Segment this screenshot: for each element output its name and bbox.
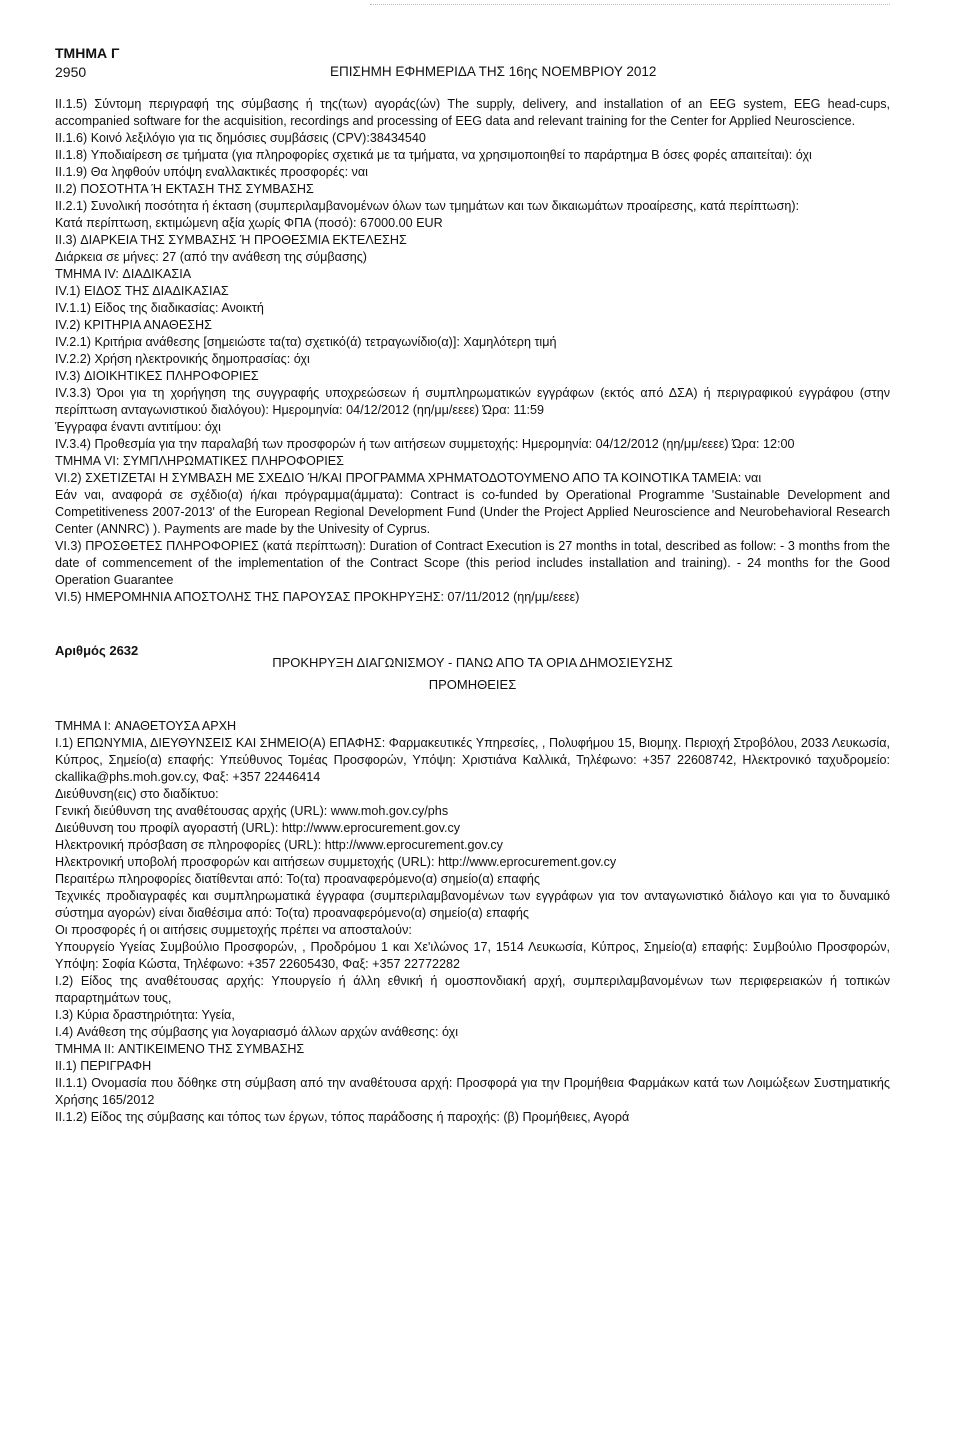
paragraph: Τεχνικές προδιαγραφές και συμπληρωματικά έγγραφα (συμπεριλαμβανομένων των εγγράφων για τον ανταγωνιστικό διάλογο και για το δυναμικό σύστημα αγορών) είναι διαθέσιμα από: Το(τα) προαναφερόμενο(α) σημείο(α) επαφής: [55, 889, 890, 920]
page-number: 2950: [55, 64, 87, 80]
section-heading: ΤΜΗΜΑ IV: ΔΙΑΔΙΚΑΣΙΑ: [55, 267, 192, 281]
paragraph: Γενική διεύθυνση της αναθέτουσας αρχής (URL): www.moh.gov.cy/phs: [55, 804, 449, 818]
paragraph: IV.2) ΚΡΙΤΗΡΙΑ ΑΝΑΘΕΣΗΣ: [55, 318, 212, 332]
notice-number: Αριθμός 2632: [55, 643, 139, 658]
notice-subtitle: ΠΡΟΜΗΘΕΙΕΣ: [428, 677, 517, 692]
top-dotted-rule: [370, 4, 890, 5]
paragraph: I.1) ΕΠΩΝΥΜΙΑ, ΔΙΕΥΘΥΝΣΕΙΣ ΚΑΙ ΣΗΜΕΙΟ(Α) ΕΠΑΦΗΣ: Φαρμακευτικές Υπηρεσίες, , Πολυφήμου 15, Βιομηχ. Περιοχή Στροβόλου, 2033 Λευκωσία, Κύπρος, Σημείο(α) επαφής: Υπεύθυνος Τομέας Προσφορών, Υπόψη: Χριστιάνα Καλλικά, Τηλέφωνο: +357 22608742, Ηλεκτρονικό ταχυδρομείο: ckallika@phs.moh.gov.cy, Φαξ: +357 22446414: [55, 736, 890, 784]
paragraph: Διάρκεια σε μήνες: 27 (από την ανάθεση της σύμβασης): [55, 250, 367, 264]
section-label: ΤΜΗΜΑ Γ: [55, 45, 120, 61]
paragraph: Κατά περίπτωση, εκτιμώμενη αξία χωρίς ΦΠΑ (ποσό): 67000.00 EUR: [55, 216, 443, 230]
paragraph: II.1.5) Σύντομη περιγραφή της σύμβασης ή της(των) αγοράς(ών) The supply, delivery, and installation of an EEG system, EEG head-cups, accompanied software for the acquisition, recordings and processing of EEG data and relevant training for the Center for Applied Neuroscience.: [55, 97, 890, 128]
section-heading: ΤΜΗΜΑ VI: ΣΥΜΠΛΗΡΩΜΑΤΙΚΕΣ ΠΛΗΡΟΦΟΡΙΕΣ: [55, 454, 344, 468]
paragraph: Ηλεκτρονική πρόσβαση σε πληροφορίες (URL): http://www.eprocurement.gov.cy: [55, 838, 503, 852]
paragraph: I.3) Κύρια δραστηριότητα: Υγεία,: [55, 1008, 235, 1022]
paragraph: IV.1.1) Είδος της διαδικασίας: Ανοικτή: [55, 301, 264, 315]
paragraph: IV.3.4) Προθεσμία για την παραλαβή των προσφορών ή των αιτήσεων συμμετοχής: Ημερομηνία: 04/12/2012 (ηη/μμ/εεεε) Ώρα: 12:00: [55, 437, 795, 451]
paragraph: II.1.6) Κοινό λεξιλόγιο για τις δημόσιες συμβάσεις (CPV):38434540: [55, 131, 426, 145]
paragraph: II.1.1) Ονομασία που δόθηκε στη σύμβαση από την αναθέτουσα αρχή: Προσφορά για την Προμήθεια Φαρμάκων κατά των Λοιμώξεων Συστηματικής Χρήσης 165/2012: [55, 1076, 890, 1107]
paragraph: VI.5) ΗΜΕΡΟΜΗΝΙΑ ΑΠΟΣΤΟΛΗΣ ΤΗΣ ΠΑΡΟΥΣΑΣ ΠΡΟΚΗΡΥΞΗΣ: 07/11/2012 (ηη/μμ/εεεε): [55, 590, 580, 604]
paragraph: Εάν ναι, αναφορά σε σχέδιο(α) ή/και πρόγραμμα(άμματα): Contract is co-funded by Operational Programme 'Sustainable Development and Competitiveness 2007-2013' of the European Regional Development Fund (Under the Project Applied Neuroscience and Neurobehavioral Research Center (ANNRC) ). Payments are made by the Univesity of Cyprus.: [55, 488, 890, 536]
section-heading: ΤΜΗΜΑ I: ΑΝΑΘΕΤΟΥΣΑ ΑΡΧΗ: [55, 719, 237, 733]
paragraph: IV.3) ΔΙΟΙΚΗΤΙΚΕΣ ΠΛΗΡΟΦΟΡΙΕΣ: [55, 369, 259, 383]
document-body: [55, 96, 890, 1126]
paragraph: IV.1) ΕΙΔΟΣ ΤΗΣ ΔΙΑΔΙΚΑΣΙΑΣ: [55, 284, 229, 298]
paragraph: II.1.8) Υποδιαίρεση σε τμήματα (για πληροφορίες σχετικά με τα τμήματα, να χρησιμοποιηθεί το παράρτημα Β όσες φορές απαιτείται): όχι: [55, 148, 812, 162]
paragraph: I.2) Είδος της αναθέτουσας αρχής: Υπουργείο ή άλλη εθνική ή ομοσπονδιακή αρχή, συμπεριλαμβανομένων των περιφερειακών ή τοπικών παραρτημάτων τους,: [55, 974, 890, 1005]
paragraph: II.1.2) Είδος της σύμβασης και τόπος των έργων, τόπος παράδοσης ή παροχής: (β) Προμήθειες, Αγορά: [55, 1110, 630, 1124]
paragraph: VI.2) ΣΧΕΤΙΖΕΤΑΙ Η ΣΥΜΒΑΣΗ ΜΕ ΣΧΕΔΙΟ Ή/ΚΑΙ ΠΡΟΓΡΑΜΜΑ ΧΡΗΜΑΤΟΔΟΤΟΥΜΕΝΟ ΑΠΟ ΤΑ ΚΟΙΝΟΤΙΚΑ ΤΑΜΕΙΑ: ναι: [55, 471, 762, 485]
paragraph: II.2) ΠΟΣΟΤΗΤΑ Ή ΕΚΤΑΣΗ ΤΗΣ ΣΥΜΒΑΣΗΣ: [55, 182, 314, 196]
paragraph: IV.2.2) Χρήση ηλεκτρονικής δημοπρασίας: όχι: [55, 352, 310, 366]
paragraph: I.4) Ανάθεση της σύμβασης για λογαριασμό άλλων αρχών ανάθεσης: όχι: [55, 1025, 459, 1039]
paragraph: Διεύθυνση(εις) στο διαδίκτυο:: [55, 787, 219, 801]
notice-header: [55, 642, 890, 676]
paragraph: Ηλεκτρονική υποβολή προσφορών και αιτήσεων συμμετοχής (URL): http://www.eprocurement.gov.cy: [55, 855, 617, 869]
paragraph: II.1.9) Θα ληφθούν υπόψη εναλλακτικές προσφορές: ναι: [55, 165, 368, 179]
paragraph: IV.3.3) Όροι για τη χορήγηση της συγγραφής υποχρεώσεων ή συμπληρωματικών εγγράφων (εκτός από ΔΣΑ) ή περιγραφικού εγγράφου (στην περίπτωση ανταγωνιστικού διαλόγου): Ημερομηνία: 04/12/2012 (ηη/μμ/εεεε) Ώρα: 11:59: [55, 386, 890, 417]
paragraph: Διεύθυνση του προφίλ αγοραστή (URL): http://www.eprocurement.gov.cy: [55, 821, 461, 835]
paragraph: II.1) ΠΕΡΙΓΡΑΦΗ: [55, 1059, 152, 1073]
paragraph: VI.3) ΠΡΟΣΘΕΤΕΣ ΠΛΗΡΟΦΟΡΙΕΣ (κατά περίπτωση): Duration of Contract Execution is 27 months in total, described as follow: - 3 months from the date of commencement of the implementation of the Contract Scope (this period includes installation and training). - 24 months for the Good Operation Guarantee: [55, 539, 890, 587]
paragraph: IV.2.1) Κριτήρια ανάθεσης [σημειώστε τα(τα) σχετικό(ά) τετραγωνίδιο(α)]: Χαμηλότερη τιμή: [55, 335, 557, 349]
paragraph: II.3) ΔΙΑΡΚΕΙΑ ΤΗΣ ΣΥΜΒΑΣΗΣ Ή ΠΡΟΘΕΣΜΙΑ ΕΚΤΕΛΕΣΗΣ: [55, 233, 407, 247]
paragraph: II.2.1) Συνολική ποσότητα ή έκταση (συμπεριλαμβανομένων όλων των τμημάτων και των δικαιωμάτων προαίρεσης, κατά περίπτωση):: [55, 199, 800, 213]
paragraph: Οι προσφορές ή οι αιτήσεις συμμετοχής πρέπει να αποσταλούν:: [55, 923, 412, 937]
journal-title: ΕΠΙΣΗΜΗ ΕΦΗΜΕΡΙΔΑ ΤΗΣ 16ης ΝΟΕΜΒΡΙΟΥ 2012: [330, 64, 657, 79]
section-heading: ΤΜΗΜΑ II: ΑΝΤΙΚΕΙΜΕΝΟ ΤΗΣ ΣΥΜΒΑΣΗΣ: [55, 1042, 305, 1056]
notice-title: ΠΡΟΚΗΡΥΞΗ ΔΙΑΓΩΝΙΣΜΟΥ - ΠΑΝΩ ΑΠΟ ΤΑ ΟΡΙΑ ΔΗΜΟΣΙΕΥΣΗΣ: [272, 655, 673, 670]
paragraph: Περαιτέρω πληροφορίες διατίθενται από: Το(τα) προαναφερόμενο(α) σημείο(α) επαφής: [55, 872, 540, 886]
paragraph: Έγγραφα έναντι αντιτίμου: όχι: [55, 420, 221, 434]
paragraph: Υπουργείο Υγείας Συμβούλιο Προσφορών, , Προδρόμου 1 και Χε'ιλώνος 17, 1514 Λευκωσία, Κύπρος, Σημείο(α) επαφής: Συμβούλιο Προσφορών, Υπόψη: Σοφία Κώστα, Τηλέφωνο: +357 22605430, Φαξ: +357 22772282: [55, 940, 890, 971]
